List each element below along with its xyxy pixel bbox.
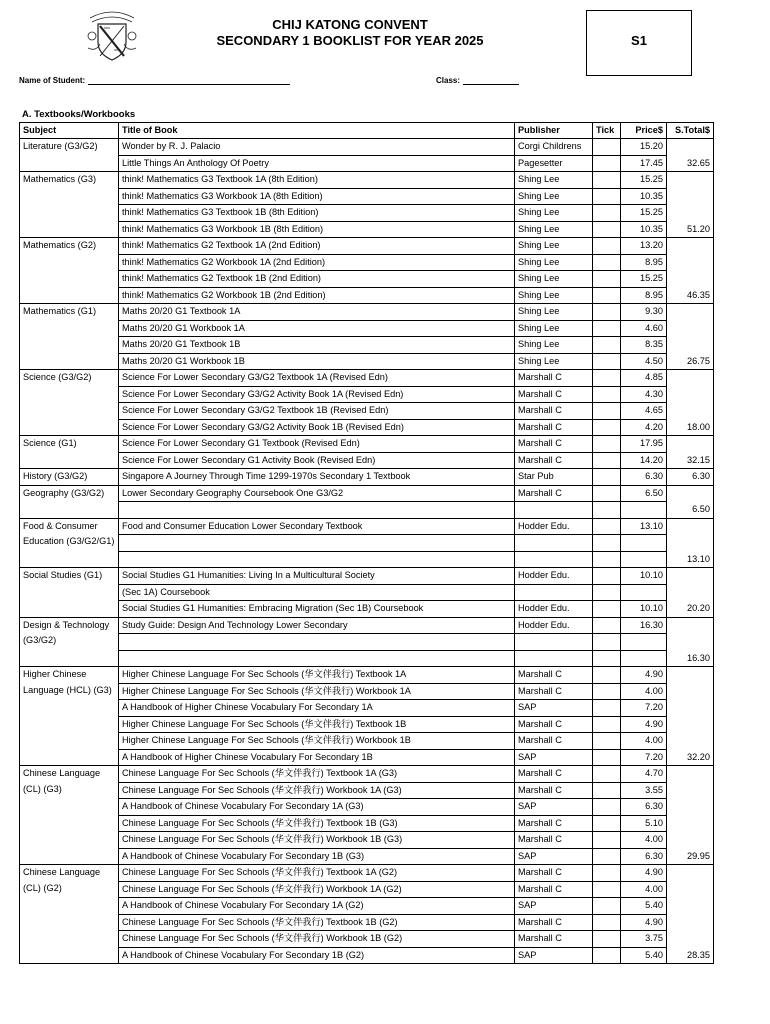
table-row [20,601,714,618]
tick-box[interactable] [593,337,621,354]
price-cell: 8.95 [621,254,667,271]
subtotal-cell: 18.00 [667,370,714,436]
publisher-cell [515,551,593,568]
price-cell: 4.00 [621,683,667,700]
price-cell [621,551,667,568]
book-title-cell: Maths 20/20 G1 Workbook 1A [119,320,515,337]
tick-box[interactable] [593,304,621,321]
col-subject: Subject [20,123,119,139]
publisher-cell: Marshall C [515,815,593,832]
tick-box[interactable] [593,832,621,849]
subject-cell: Mathematics (G2) [20,238,119,304]
book-title-cell [119,535,515,552]
level-label: S1 [631,33,647,48]
table-row [20,485,714,502]
section-heading: A. Textbooks/Workbooks [22,109,136,120]
price-cell [621,634,667,651]
publisher-cell: Shing Lee [515,221,593,238]
book-title-cell: Chinese Language For Sec Schools (华文伴我行) Textbook 1A (G2) [119,865,515,882]
publisher-cell: Corgi Childrens [515,139,593,156]
table-row [20,700,714,717]
tick-box[interactable] [593,238,621,255]
price-cell: 4.60 [621,320,667,337]
book-title-cell: (Sec 1A) Coursebook [119,584,515,601]
table-row [20,617,714,634]
table-row [20,931,714,948]
table-row [20,436,714,453]
price-cell: 4.00 [621,733,667,750]
subject-cell: Science (G3/G2) [20,370,119,436]
price-cell: 4.20 [621,419,667,436]
price-cell: 6.30 [621,799,667,816]
table-row [20,584,714,601]
table-row [20,535,714,552]
tick-box[interactable] [593,815,621,832]
publisher-cell [515,634,593,651]
book-title-cell [119,502,515,519]
publisher-cell: Marshall C [515,865,593,882]
table-row [20,650,714,667]
publisher-cell: Shing Lee [515,304,593,321]
publisher-cell: Marshall C [515,683,593,700]
publisher-cell: Marshall C [515,766,593,783]
book-title-cell: think! Mathematics G3 Workbook 1B (8th Edition) [119,221,515,238]
subject-cell: History (G3/G2) [20,469,119,486]
publisher-cell [515,502,593,519]
book-title-cell: Higher Chinese Language For Sec Schools (华文伴我行) Workbook 1B [119,733,515,750]
tick-box[interactable] [593,485,621,502]
school-name: CHIJ KATONG CONVENT [272,17,428,32]
tick-box[interactable] [593,469,621,486]
publisher-cell [515,535,593,552]
class-blank[interactable] [463,76,519,85]
table-header-row [20,123,714,139]
price-cell: 4.50 [621,353,667,370]
tick-box[interactable] [593,320,621,337]
tick-box[interactable] [593,403,621,420]
subtotal-cell: 32.65 [667,139,714,172]
tick-box[interactable] [593,766,621,783]
col-tick: Tick [593,123,621,139]
table-row [20,799,714,816]
price-cell: 17.95 [621,436,667,453]
price-cell: 10.35 [621,221,667,238]
table-row [20,205,714,222]
table-row [20,370,714,387]
school-crest-icon [82,8,142,62]
subtotal-cell: 51.20 [667,172,714,238]
table-row [20,469,714,486]
tick-box[interactable] [593,271,621,288]
publisher-cell: Marshall C [515,485,593,502]
book-title-cell [119,551,515,568]
booklist-table [19,122,714,964]
tick-box[interactable] [593,518,621,535]
publisher-cell: SAP [515,947,593,964]
book-title-cell: think! Mathematics G2 Textbook 1A (2nd Edition) [119,238,515,255]
price-cell: 4.65 [621,403,667,420]
table-row [20,716,714,733]
publisher-cell: Marshall C [515,733,593,750]
price-cell: 7.20 [621,749,667,766]
publisher-cell: Shing Lee [515,353,593,370]
book-title-cell: Higher Chinese Language For Sec Schools (华文伴我行) Textbook 1B [119,716,515,733]
price-cell: 4.30 [621,386,667,403]
book-title-cell: Chinese Language For Sec Schools (华文伴我行) Workbook 1B (G2) [119,931,515,948]
subject-cell: Mathematics (G1) [20,304,119,370]
subtotal-cell: 6.50 [667,485,714,518]
student-name-label: Name of Student: [19,76,86,85]
level-box [586,10,692,76]
book-title-cell: Food and Consumer Education Lower Secondary Textbook [119,518,515,535]
subject-cell: Chinese Language (CL) (G3) [20,766,119,865]
book-title-cell: Lower Secondary Geography Coursebook One G3/G2 [119,485,515,502]
booklist-title: SECONDARY 1 BOOKLIST FOR YEAR 2025 [216,33,484,48]
table-row [20,403,714,420]
publisher-cell: Marshall C [515,667,593,684]
tick-box[interactable] [593,650,621,667]
table-row [20,452,714,469]
price-cell: 4.85 [621,370,667,387]
publisher-cell: Marshall C [515,782,593,799]
price-cell: 10.35 [621,188,667,205]
publisher-cell: Marshall C [515,832,593,849]
table-row [20,947,714,964]
subject-cell: Higher Chinese Language (HCL) (G3) [20,667,119,766]
publisher-cell: SAP [515,749,593,766]
publisher-cell: Marshall C [515,436,593,453]
publisher-cell: Marshall C [515,881,593,898]
book-title-cell: Science For Lower Secondary G1 Textbook (Revised Edn) [119,436,515,453]
publisher-cell: SAP [515,700,593,717]
subtotal-cell: 20.20 [667,568,714,618]
publisher-cell: Hodder Edu. [515,518,593,535]
tick-box[interactable] [593,931,621,948]
price-cell: 4.90 [621,667,667,684]
book-title-cell: Higher Chinese Language For Sec Schools (华文伴我行) Workbook 1A [119,683,515,700]
table-row [20,304,714,321]
subtotal-cell: 16.30 [667,617,714,667]
table-row [20,551,714,568]
price-cell: 15.20 [621,139,667,156]
book-title-cell: Maths 20/20 G1 Workbook 1B [119,353,515,370]
col-title: Title of Book [119,123,515,139]
price-cell: 5.40 [621,947,667,964]
book-title-cell: think! Mathematics G2 Workbook 1B (2nd Edition) [119,287,515,304]
book-title-cell: Science For Lower Secondary G3/G2 Textbook 1A (Revised Edn) [119,370,515,387]
table-row [20,271,714,288]
book-title-cell: Maths 20/20 G1 Textbook 1B [119,337,515,354]
table-row [20,898,714,915]
tick-box[interactable] [593,947,621,964]
publisher-cell: Shing Lee [515,254,593,271]
tick-box[interactable] [593,601,621,618]
book-title-cell: think! Mathematics G2 Workbook 1A (2nd Edition) [119,254,515,271]
book-title-cell: Chinese Language For Sec Schools (华文伴我行) Workbook 1B (G3) [119,832,515,849]
table-row [20,733,714,750]
book-title-cell: A Handbook of Chinese Vocabulary For Secondary 1A (G2) [119,898,515,915]
tick-box[interactable] [593,634,621,651]
book-title-cell: Science For Lower Secondary G3/G2 Activity Book 1B (Revised Edn) [119,419,515,436]
tick-box[interactable] [593,386,621,403]
tick-box[interactable] [593,254,621,271]
book-title-cell: A Handbook of Higher Chinese Vocabulary For Secondary 1B [119,749,515,766]
table-row [20,320,714,337]
publisher-cell: Hodder Edu. [515,617,593,634]
tick-box[interactable] [593,568,621,585]
table-row [20,502,714,519]
publisher-cell: Marshall C [515,403,593,420]
publisher-cell: Shing Lee [515,271,593,288]
price-cell: 15.25 [621,205,667,222]
subtotal-cell: 29.95 [667,766,714,865]
price-cell: 4.00 [621,832,667,849]
subtotal-cell: 26.75 [667,304,714,370]
price-cell: 9.30 [621,304,667,321]
subject-cell: Literature (G3/G2) [20,139,119,172]
tick-box[interactable] [593,848,621,865]
tick-box[interactable] [593,535,621,552]
tick-box[interactable] [593,452,621,469]
publisher-cell [515,584,593,601]
publisher-cell [515,650,593,667]
book-title-cell: A Handbook of Chinese Vocabulary For Secondary 1B (G2) [119,947,515,964]
subtotal-cell: 32.15 [667,436,714,469]
price-cell: 5.10 [621,815,667,832]
book-title-cell: think! Mathematics G2 Textbook 1B (2nd Edition) [119,271,515,288]
tick-box[interactable] [593,172,621,189]
price-cell: 3.75 [621,931,667,948]
subject-cell: Geography (G3/G2) [20,485,119,518]
tick-box[interactable] [593,799,621,816]
table-row [20,139,714,156]
subject-cell: Science (G1) [20,436,119,469]
publisher-cell: Marshall C [515,716,593,733]
price-cell: 3.55 [621,782,667,799]
publisher-cell: Marshall C [515,931,593,948]
book-title-cell: Little Things An Anthology Of Poetry [119,155,515,172]
tick-box[interactable] [593,188,621,205]
tick-box[interactable] [593,667,621,684]
price-cell: 15.25 [621,172,667,189]
price-cell [621,584,667,601]
book-title-cell: Higher Chinese Language For Sec Schools (华文伴我行) Textbook 1A [119,667,515,684]
publisher-cell: Shing Lee [515,337,593,354]
book-title-cell: Social Studies G1 Humanities: Living In a Multicultural Society [119,568,515,585]
col-subtotal: S.Total$ [667,123,714,139]
book-title-cell: Chinese Language For Sec Schools (华文伴我行) Textbook 1B (G2) [119,914,515,931]
table-row [20,353,714,370]
table-row [20,782,714,799]
table-row [20,832,714,849]
tick-box[interactable] [593,700,621,717]
table-row [20,221,714,238]
subject-cell: Chinese Language (CL) (G2) [20,865,119,964]
subtotal-cell: 46.35 [667,238,714,304]
table-row [20,914,714,931]
price-cell: 10.10 [621,568,667,585]
tick-box[interactable] [593,617,621,634]
tick-box[interactable] [593,865,621,882]
tick-box[interactable] [593,436,621,453]
table-row [20,634,714,651]
tick-box[interactable] [593,782,621,799]
book-title-cell: Science For Lower Secondary G1 Activity Book (Revised Edn) [119,452,515,469]
tick-box[interactable] [593,584,621,601]
tick-box[interactable] [593,370,621,387]
price-cell: 13.10 [621,518,667,535]
book-title-cell: Wonder by R. J. Palacio [119,139,515,156]
publisher-cell: SAP [515,898,593,915]
publisher-cell: Hodder Edu. [515,601,593,618]
publisher-cell: Shing Lee [515,287,593,304]
tick-box[interactable] [593,898,621,915]
price-cell: 14.20 [621,452,667,469]
book-title-cell: Chinese Language For Sec Schools (华文伴我行) Workbook 1A (G2) [119,881,515,898]
publisher-cell: Shing Lee [515,172,593,189]
table-row [20,568,714,585]
price-cell: 5.40 [621,898,667,915]
publisher-cell: Shing Lee [515,320,593,337]
col-price: Price$ [621,123,667,139]
publisher-cell: Marshall C [515,386,593,403]
price-cell: 6.30 [621,848,667,865]
book-title-cell: Chinese Language For Sec Schools (华文伴我行) Textbook 1A (G3) [119,766,515,783]
table-row [20,848,714,865]
price-cell: 8.95 [621,287,667,304]
table-row [20,683,714,700]
price-cell: 10.10 [621,601,667,618]
tick-box[interactable] [593,683,621,700]
publisher-cell: Hodder Edu. [515,568,593,585]
book-title-cell [119,634,515,651]
table-row [20,749,714,766]
table-row [20,172,714,189]
book-title-cell: Singapore A Journey Through Time 1299-1970s Secondary 1 Textbook [119,469,515,486]
table-row [20,254,714,271]
publisher-cell: Marshall C [515,914,593,931]
book-title-cell: Study Guide: Design And Technology Lower Secondary [119,617,515,634]
publisher-cell: Marshall C [515,452,593,469]
class-field [436,76,519,85]
tick-box[interactable] [593,353,621,370]
tick-box[interactable] [593,419,621,436]
table-row [20,881,714,898]
book-title-cell: A Handbook of Higher Chinese Vocabulary For Secondary 1A [119,700,515,717]
price-cell: 17.45 [621,155,667,172]
tick-box[interactable] [593,502,621,519]
tick-box[interactable] [593,733,621,750]
publisher-cell: Marshall C [515,370,593,387]
student-name-blank[interactable] [88,76,290,85]
book-title-cell: think! Mathematics G3 Workbook 1A (8th Edition) [119,188,515,205]
price-cell [621,650,667,667]
price-cell: 4.90 [621,716,667,733]
book-title-cell: Science For Lower Secondary G3/G2 Activity Book 1A (Revised Edn) [119,386,515,403]
price-cell: 4.90 [621,865,667,882]
book-title-cell: Science For Lower Secondary G3/G2 Textbook 1B (Revised Edn) [119,403,515,420]
price-cell [621,502,667,519]
table-row [20,815,714,832]
tick-box[interactable] [593,287,621,304]
publisher-cell: Shing Lee [515,205,593,222]
tick-box[interactable] [593,205,621,222]
price-cell: 8.35 [621,337,667,354]
price-cell: 16.30 [621,617,667,634]
table-row [20,188,714,205]
price-cell: 7.20 [621,700,667,717]
price-cell: 4.90 [621,914,667,931]
table-row [20,419,714,436]
table-row [20,667,714,684]
publisher-cell: SAP [515,799,593,816]
class-label: Class: [436,76,461,85]
table-row [20,865,714,882]
book-title-cell: Maths 20/20 G1 Textbook 1A [119,304,515,321]
subject-cell: Food & Consumer Education (G3/G2/G1) [20,518,119,568]
subject-cell: Mathematics (G3) [20,172,119,238]
table-row [20,287,714,304]
tick-box[interactable] [593,716,621,733]
student-name-field [19,76,290,85]
book-title-cell: think! Mathematics G3 Textbook 1A (8th Edition) [119,172,515,189]
tick-box[interactable] [593,139,621,156]
publisher-cell: Pagesetter [515,155,593,172]
price-cell: 15.25 [621,271,667,288]
book-title-cell: think! Mathematics G3 Textbook 1B (8th Edition) [119,205,515,222]
tick-box[interactable] [593,749,621,766]
price-cell: 13.20 [621,238,667,255]
publisher-cell: Shing Lee [515,238,593,255]
book-title-cell: Chinese Language For Sec Schools (华文伴我行) Textbook 1B (G3) [119,815,515,832]
tick-box[interactable] [593,221,621,238]
book-title-cell: A Handbook of Chinese Vocabulary For Secondary 1A (G3) [119,799,515,816]
table-row [20,155,714,172]
tick-box[interactable] [593,914,621,931]
publisher-cell: Star Pub [515,469,593,486]
col-publisher: Publisher [515,123,593,139]
table-row [20,238,714,255]
book-title-cell [119,650,515,667]
table-row [20,518,714,535]
subject-cell: Design & Technology (G3/G2) [20,617,119,667]
table-row [20,766,714,783]
subtotal-cell: 6.30 [667,469,714,486]
subtotal-cell: 32.20 [667,667,714,766]
subject-cell: Social Studies (G1) [20,568,119,618]
book-title-cell: Social Studies G1 Humanities: Embracing Migration (Sec 1B) Coursebook [119,601,515,618]
book-title-cell: A Handbook of Chinese Vocabulary For Secondary 1B (G3) [119,848,515,865]
subtotal-cell: 13.10 [667,518,714,568]
price-cell: 6.30 [621,469,667,486]
book-title-cell: Chinese Language For Sec Schools (华文伴我行) Workbook 1A (G3) [119,782,515,799]
price-cell: 6.50 [621,485,667,502]
publisher-cell: Marshall C [515,419,593,436]
price-cell [621,535,667,552]
subtotal-cell: 28.35 [667,865,714,964]
price-cell: 4.70 [621,766,667,783]
table-row [20,337,714,354]
table-row [20,386,714,403]
tick-box[interactable] [593,551,621,568]
tick-box[interactable] [593,881,621,898]
tick-box[interactable] [593,155,621,172]
price-cell: 4.00 [621,881,667,898]
publisher-cell: SAP [515,848,593,865]
publisher-cell: Shing Lee [515,188,593,205]
